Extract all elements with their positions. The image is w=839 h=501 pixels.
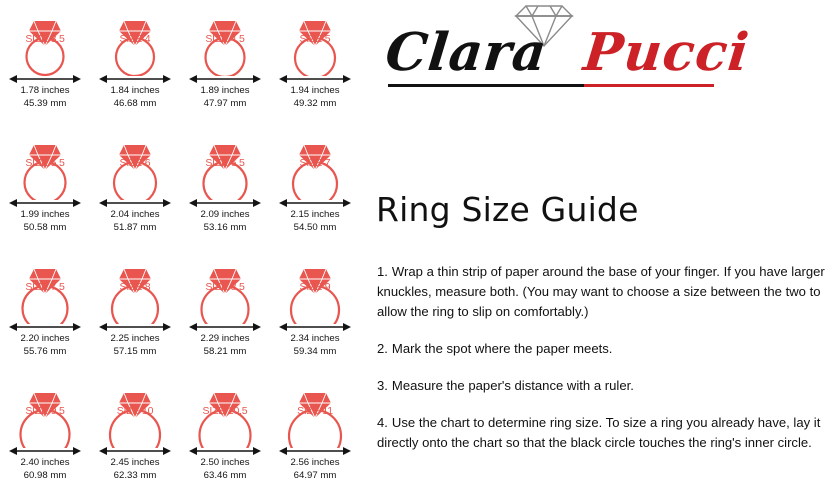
ring-size-cell xyxy=(0,248,90,372)
ring-illustration xyxy=(90,248,180,320)
step-number: 2. xyxy=(377,341,388,357)
ring-mm: 55.76 mm xyxy=(23,345,67,357)
instruction-list xyxy=(377,249,829,470)
ring-measurement xyxy=(270,457,360,482)
ring-size-cell xyxy=(270,0,360,124)
ring-mm: 54.50 mm xyxy=(293,221,337,233)
ring-measurement xyxy=(180,85,270,110)
ring-measurement xyxy=(270,85,360,110)
ring-inches: 1.78 inches xyxy=(20,85,70,96)
ring-size-label: SIZE 7.5 xyxy=(25,281,65,293)
ring-mm: 53.16 mm xyxy=(203,221,247,233)
ring-illustration xyxy=(270,0,360,72)
ring-illustration xyxy=(180,0,270,72)
ring-inches: 1.89 inches xyxy=(200,85,250,96)
ring-inches: 2.29 inches xyxy=(200,333,250,344)
ring-size-chart xyxy=(0,0,360,501)
step-number: 4. xyxy=(377,415,388,431)
instruction-step xyxy=(377,262,829,322)
ring-size-cell xyxy=(0,0,90,124)
ring-illustration xyxy=(270,248,360,320)
step-number: 3. xyxy=(377,378,388,394)
ring-illustration xyxy=(90,0,180,72)
ring-illustration xyxy=(0,0,90,72)
ring-mm: 58.21 mm xyxy=(203,345,247,357)
ring-illustration xyxy=(180,372,270,444)
ring-illustration xyxy=(270,124,360,196)
instruction-step xyxy=(377,413,829,453)
ring-mm: 50.58 mm xyxy=(23,221,67,233)
ring-size-label: SIZE 5 xyxy=(299,33,331,45)
ring-measurement xyxy=(180,457,270,482)
ring-mm: 64.97 mm xyxy=(293,469,337,481)
ring-mm: 49.32 mm xyxy=(293,97,337,109)
ring-size-cell xyxy=(270,124,360,248)
ring-measurement xyxy=(0,209,90,234)
guide-panel xyxy=(368,0,839,501)
ring-size-label: SIZE 9 xyxy=(299,281,331,293)
ring-inches: 2.25 inches xyxy=(110,333,160,344)
instruction-step xyxy=(377,339,829,359)
ring-measurement xyxy=(0,457,90,482)
ring-inches: 1.84 inches xyxy=(110,85,160,96)
ring-inches: 2.04 inches xyxy=(110,209,160,220)
ring-size-cell xyxy=(90,0,180,124)
ring-inches: 2.09 inches xyxy=(200,209,250,220)
ring-inches: 2.34 inches xyxy=(290,333,340,344)
ring-size-label: SIZE 10 xyxy=(116,405,154,417)
ring-size-cell xyxy=(270,248,360,372)
ring-size-cell xyxy=(180,0,270,124)
ring-size-cell xyxy=(90,372,180,496)
ring-size-cell xyxy=(0,124,90,248)
ring-size-label: SIZE 6.5 xyxy=(205,157,245,169)
ring-measurement xyxy=(270,333,360,358)
ring-size-cell xyxy=(180,248,270,372)
ring-size-label: SIZE 5.5 xyxy=(25,157,65,169)
ring-illustration xyxy=(0,124,90,196)
ring-size-label: SIZE 6 xyxy=(119,157,151,169)
logo-underline-red xyxy=(584,84,714,87)
ring-measurement xyxy=(90,333,180,358)
ring-inches: 2.20 inches xyxy=(20,333,70,344)
ring-measurement xyxy=(270,209,360,234)
ring-measurement xyxy=(0,333,90,358)
ring-mm: 59.34 mm xyxy=(293,345,337,357)
ring-illustration xyxy=(270,372,360,444)
ring-size-cell xyxy=(90,124,180,248)
brand-name-first: Clara xyxy=(382,22,551,83)
ring-measurement xyxy=(180,209,270,234)
ring-mm: 45.39 mm xyxy=(23,97,67,109)
ring-size-label: SIZE 11 xyxy=(297,405,333,417)
ring-measurement xyxy=(180,333,270,358)
step-number: 1. xyxy=(377,264,388,280)
ring-inches: 2.56 inches xyxy=(290,457,340,468)
ring-size-label: SIZE 4 xyxy=(119,33,151,45)
ring-size-cell xyxy=(180,124,270,248)
ring-mm: 60.98 mm xyxy=(23,469,67,481)
ring-size-label: SIZE 10.5 xyxy=(202,405,248,417)
ring-size-cell xyxy=(90,248,180,372)
ring-size-cell xyxy=(270,372,360,496)
ring-inches: 2.40 inches xyxy=(20,457,70,468)
ring-inches: 2.15 inches xyxy=(290,209,340,220)
ring-size-cell xyxy=(0,372,90,496)
ring-size-label: SIZE 8 xyxy=(119,281,151,293)
ring-size-cell xyxy=(180,372,270,496)
ring-size-label: SIZE 3.5 xyxy=(25,33,65,45)
ring-measurement xyxy=(90,457,180,482)
ring-mm: 63.46 mm xyxy=(203,469,247,481)
ring-illustration xyxy=(90,124,180,196)
ring-inches: 2.50 inches xyxy=(200,457,250,468)
ring-illustration xyxy=(90,372,180,444)
ring-size-label: SIZE 9.5 xyxy=(25,405,65,417)
ring-measurement xyxy=(0,85,90,110)
ring-mm: 57.15 mm xyxy=(113,345,157,357)
ring-measurement xyxy=(90,85,180,110)
ring-inches: 1.94 inches xyxy=(290,85,340,96)
ring-illustration xyxy=(0,372,90,444)
ring-illustration xyxy=(180,124,270,196)
ring-inches: 2.45 inches xyxy=(110,457,160,468)
ring-inches: 1.99 inches xyxy=(20,209,70,220)
ring-size-label: SIZE 7 xyxy=(299,157,331,169)
step-text: Mark the spot where the paper meets. xyxy=(391,341,613,357)
ring-size-label: SIZE 8.5 xyxy=(205,281,245,293)
instruction-step xyxy=(377,376,829,396)
step-text: Use the chart to determine ring size. To size a ring you already have, lay it directly onto the chart so that the black circle touches the ring's inner circle. xyxy=(377,415,821,451)
brand-name-second: Pucci xyxy=(580,22,753,83)
ring-size-label: SIZE 4.5 xyxy=(205,33,245,45)
step-text: Measure the paper's distance with a ruler. xyxy=(391,378,634,394)
ring-mm: 62.33 mm xyxy=(113,469,157,481)
ring-mm: 51.87 mm xyxy=(113,221,157,233)
step-text: Wrap a thin strip of paper around the base of your finger. If you have larger knuckles, measure both. (You may want to choose a size between the two to allow the ring to slip on comfortably.) xyxy=(377,264,825,320)
ring-measurement xyxy=(90,209,180,234)
ring-illustration xyxy=(0,248,90,320)
ring-illustration xyxy=(180,248,270,320)
page-title: Ring Size Guide xyxy=(376,190,639,229)
ring-mm: 46.68 mm xyxy=(113,97,157,109)
ring-mm: 47.97 mm xyxy=(203,97,247,109)
brand-logo xyxy=(374,2,774,102)
